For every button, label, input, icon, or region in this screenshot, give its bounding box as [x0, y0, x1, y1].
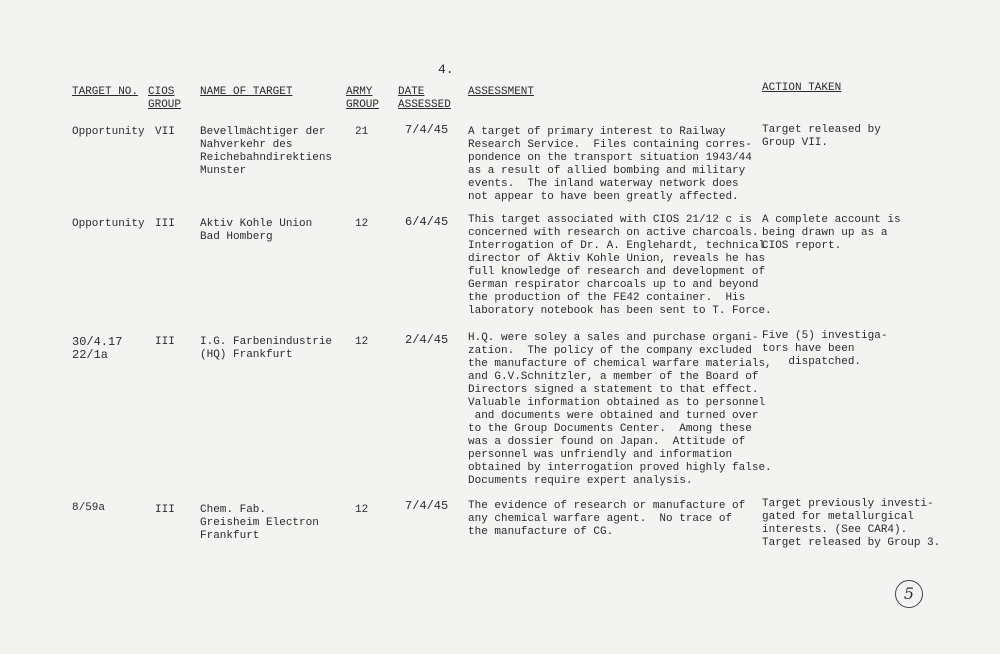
header-action: ACTION TAKEN — [762, 82, 842, 94]
header-assessment: ASSESSMENT — [468, 86, 535, 98]
target-no: Opportunity — [72, 126, 145, 138]
action-taken: Five (5) investiga- tors have been dispatched. — [762, 330, 888, 368]
cios-group: III — [155, 218, 175, 230]
handwritten-page-mark: 5 — [895, 580, 923, 608]
target-name: I.G. Farbenindustrie (HQ) Frankfurt — [200, 336, 333, 361]
date-assessed: 7/4/45 — [405, 499, 449, 513]
action-taken: Target previously investi- gated for metallurgical interests. (See CAR4). Target released by Group 3. — [762, 498, 941, 549]
army-group: 12 — [355, 336, 369, 348]
army-group: 12 — [355, 218, 369, 230]
header-name: NAME OF TARGET — [200, 86, 293, 98]
cios-group: III — [155, 504, 175, 516]
target-no: Opportunity — [72, 218, 145, 230]
date-assessed: 6/4/45 — [405, 215, 449, 229]
cios-group: III — [155, 336, 175, 348]
action-taken: A complete account is being drawn up as a CIOS report. — [762, 214, 901, 252]
header-cios-group: CIOS GROUP — [148, 86, 182, 111]
assessment: The evidence of research or manufacture of any chemical warfare agent. No trace of the manufacture of CG. — [468, 500, 746, 538]
target-no: 30/4.17 22/1a — [72, 335, 123, 362]
date-assessed: 2/4/45 — [405, 333, 449, 347]
target-no: 8/59a — [72, 502, 106, 514]
target-name: Chem. Fab. Greisheim Electron Frankfurt — [200, 504, 319, 542]
action-taken: Target released by Group VII. — [762, 124, 881, 149]
army-group: 12 — [355, 504, 369, 516]
assessment: H.Q. were soley a sales and purchase organi- zation. The policy of the company excluded the manufacture of chemical warfare materials, and G.V.Schnitzler, a member of the Board of Directors signed a statement to that effect. Valuable information obtained as to personnel and documents were obtained and turned over to the Group Documents Center. Among these was a dossier found on Japan. Attitude of personnel was unfriendly and information obtained by interrogation proved highly false. Documents require expert analysis. — [468, 332, 772, 487]
page-number: 4. — [438, 62, 454, 77]
header-date: DATE ASSESSED — [398, 86, 451, 111]
assessment: A target of primary interest to Railway Research Service. Files containing corres- pondence on the transport situation 1943/44 as a result of allied bombing and military events. The inland waterway network does not appear to have been greatly affected. — [468, 126, 752, 203]
date-assessed: 7/4/45 — [405, 123, 449, 137]
army-group: 21 — [355, 126, 369, 138]
header-target-no: TARGET NO. — [72, 86, 139, 98]
target-name: Bevellmächtiger der Nahverkehr des Reichebahndirektiens Munster — [200, 126, 333, 177]
header-army-group: ARMY GROUP — [346, 86, 380, 111]
cios-group: VII — [155, 126, 175, 138]
assessment: This target associated with CIOS 21/12 c is concerned with research on active charcoals. Interrogation of Dr. A. Englehardt, technical director of Aktiv Kohle Union, reveals he has full knowledge of research and development of German respirator charcoals up to and beyond the production of the FE42 container. His laboratory notebook has been sent to T. Force. — [468, 214, 772, 317]
target-name: Aktiv Kohle Union Bad Homberg — [200, 218, 313, 243]
